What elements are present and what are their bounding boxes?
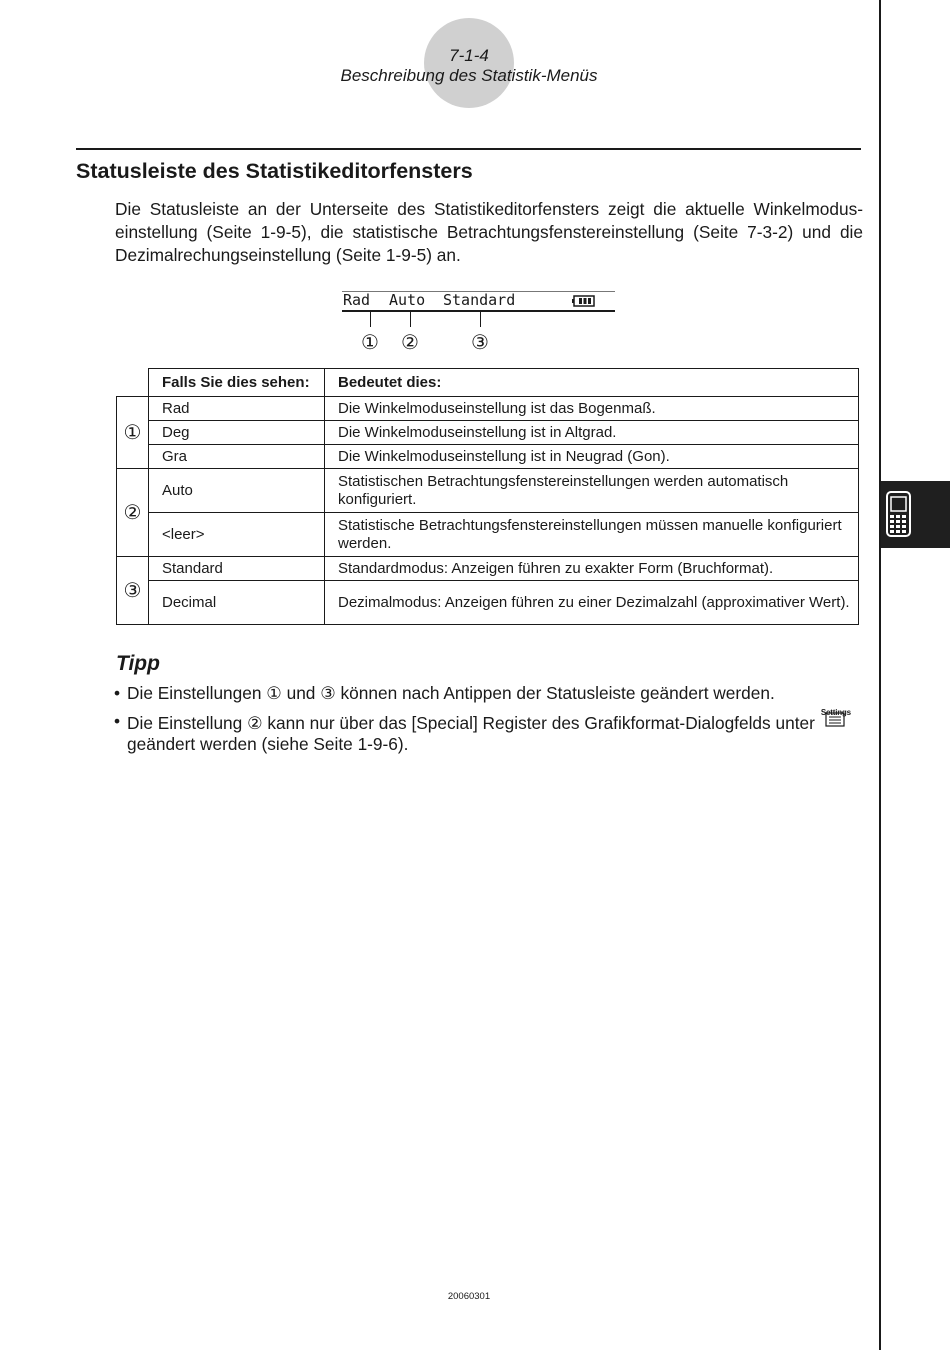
tip-item-text: Die Einstellungen ① und ③ können nach Antippen der Statusleiste geändert werden. bbox=[127, 683, 775, 703]
table-row bbox=[117, 421, 859, 445]
marker-line-3 bbox=[480, 312, 481, 327]
marker-3: ③ bbox=[471, 332, 489, 354]
section-rule bbox=[76, 148, 861, 150]
table-header-means: Bedeutet dies: bbox=[325, 369, 859, 397]
table-header-row bbox=[117, 369, 859, 397]
intro-paragraph: Die Statusleiste an der Unterseite des Statistikeditorfensters zeigt die aktuelle Winkelmodus-einstellung (Seite 1-9-5), die statistische Betrachtungsfenstereinstellung (Seite 7-3-2) und die Dezimalrechungseinstellung (Seite 1-9-5) an. bbox=[115, 199, 863, 265]
table-row bbox=[117, 469, 859, 513]
bullet: • bbox=[114, 711, 121, 731]
table-blank-cell bbox=[117, 369, 149, 397]
statusbar-bottom-line bbox=[342, 310, 615, 312]
group-marker-1: ① bbox=[117, 397, 149, 469]
table-cell-value: <leer> bbox=[149, 513, 325, 557]
settings-icon bbox=[821, 710, 855, 732]
table-cell-value: Decimal bbox=[149, 581, 325, 625]
bullet: • bbox=[114, 683, 121, 703]
table-row bbox=[117, 557, 859, 581]
table-cell-meaning: Die Winkelmoduseinstellung ist in Neugrad (Gon). bbox=[325, 445, 859, 469]
statusbar-item-standard: Standard bbox=[443, 291, 516, 309]
statusbar-figure bbox=[340, 288, 620, 358]
section-title: Statusleiste des Statistikeditorfensters bbox=[76, 159, 473, 183]
table-row bbox=[117, 445, 859, 469]
page-number: 7-1-4 bbox=[449, 46, 489, 65]
tip-item-text: geändert werden (siehe Seite 1-9-6). bbox=[127, 734, 409, 754]
statusbar-item-auto: Auto bbox=[389, 291, 426, 309]
table-cell-value: Standard bbox=[149, 557, 325, 581]
group-marker-2: ② bbox=[117, 469, 149, 557]
footer-code: 20060301 bbox=[447, 1291, 491, 1302]
battery-icon bbox=[572, 295, 596, 307]
tip-item-text: Die Einstellung ② kann nur über das [Special] Register des Grafikformat-Dialogfelds unter bbox=[127, 713, 815, 733]
tip-item-text-wrap bbox=[127, 710, 857, 735]
marker-1: ① bbox=[361, 332, 379, 354]
marker-2: ② bbox=[401, 332, 419, 354]
table-cell-meaning: Standardmodus: Anzeigen führen zu exakter Form (Bruchformat). bbox=[325, 557, 859, 581]
marker-line-1 bbox=[370, 312, 371, 327]
group-marker-3: ③ bbox=[117, 557, 149, 625]
statusbar-item-rad: Rad bbox=[343, 291, 371, 309]
chapter-tab bbox=[881, 481, 950, 548]
table-row bbox=[117, 581, 859, 625]
table-cell-value: Gra bbox=[149, 445, 325, 469]
table-cell-meaning: Statistischen Betrachtungsfenstereinstellungen werden automatisch konfiguriert. bbox=[325, 469, 859, 513]
table-cell-meaning: Die Winkelmoduseinstellung ist das Bogenmaß. bbox=[325, 397, 859, 421]
table-cell-value: Deg bbox=[149, 421, 325, 445]
header-section-title: Beschreibung des Statistik-Menüs bbox=[340, 66, 598, 85]
tip-heading: Tipp bbox=[116, 652, 160, 675]
table-cell-value: Rad bbox=[149, 397, 325, 421]
table-row bbox=[117, 513, 859, 557]
marker-line-2 bbox=[410, 312, 411, 327]
table-cell-meaning: Die Winkelmoduseinstellung ist in Altgrad. bbox=[325, 421, 859, 445]
table-cell-value: Auto bbox=[149, 469, 325, 513]
settings-icon-label: Settings bbox=[820, 708, 851, 717]
status-table bbox=[116, 368, 859, 625]
calculator-icon bbox=[885, 490, 915, 538]
table-cell-meaning: Statistische Betrachtungsfenstereinstellungen müssen manuelle konfiguriert werden. bbox=[325, 513, 859, 557]
page-edge-line bbox=[879, 0, 881, 1350]
table-cell-meaning: Dezimalmodus: Anzeigen führen zu einer Dezimalzahl (approximativer Wert). bbox=[325, 581, 859, 625]
table-row bbox=[117, 397, 859, 421]
table-header-see: Falls Sie dies sehen: bbox=[149, 369, 325, 397]
